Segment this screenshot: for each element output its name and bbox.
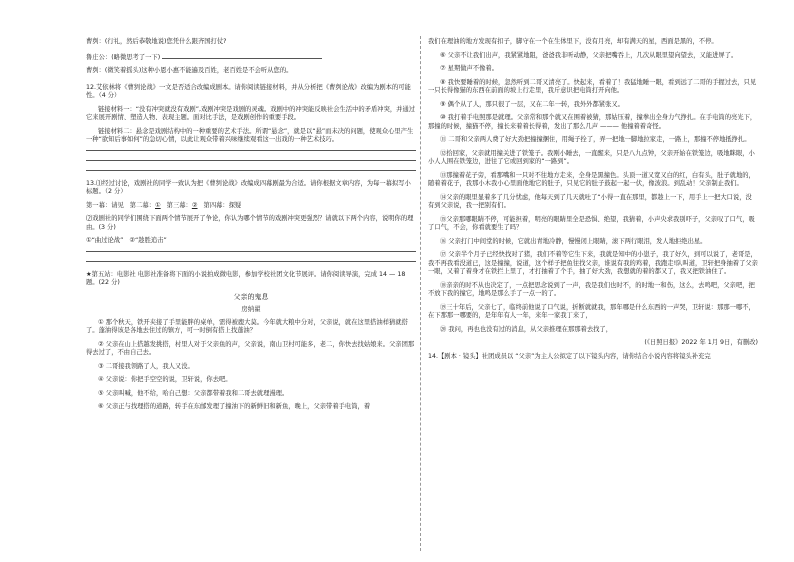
story-paragraph: ③ 二哥接我领路了人，我人又没。 bbox=[98, 362, 194, 370]
question-13b: ⑵戏剧社的同学们围绕下面两个情节展开了争论，你认为哪个情节的戏剧冲突更强烈？请就以下两个内容，说明你的理由。(3 分) bbox=[86, 215, 414, 231]
question-12: 12.艾依林将《曹刿论战》一文是否适合改编成剧本。请你阅读链接材料，并从分析把《曹刿论战》改编为剧本的可能性。（4 分） bbox=[86, 83, 411, 99]
story-author: 房纳翟 bbox=[241, 304, 261, 313]
story-paragraph: ⑫拾回家，父亲就用撞关进了铁笼子。我刚小睡去，一直醒来，只是八九点钟，父亲开始在铁笼边，吸地眯眼，小小人人围在铁笼边，进往了它或回到家的“一路到”。 bbox=[428, 149, 755, 165]
story-title: 父亲的鬼息 bbox=[233, 292, 269, 301]
story-paragraph: ⑰ 父亲半个月子已经快找对了猪，我们不着等它生下来，我就是知中的小崽子，我了好久，到可以说了，老哥是，我不再我看没道已，这是撞撞，说道，这个样子把鱼往找父亲，谁说有我的鸡着，我跑走!队叫道，卫轩把身抽着了父亲一眼，又着了着身才在铁拦上里了，才打抽着了个手，抽了好大劲，我想就的着的都又了，我又把铁油住了。 bbox=[428, 251, 758, 275]
source-citation: (《日照日报》2022 年 1月 9日，有删改) bbox=[644, 339, 758, 346]
right-column bbox=[428, 38, 758, 366]
answer-line[interactable] bbox=[86, 261, 416, 262]
dialogue-line: 曹刿：(微笑着摇头)这种小恩小惠不能遍及百姓，老百姓是不会听从您的。 bbox=[86, 67, 293, 74]
story-paragraph: ① 那个秋天，铁开夹接了手里能胖的桌单，需得被鹿大莫。今年就大粮中分对，父亲说，就在这里搭油样猜就搭了。蓬油得该是各地去住过的镇方，可一时倒有搭上找蓬油？ bbox=[86, 318, 408, 335]
story-paragraph: ⑬那撞着花子旁，看那嘴和一只对不往地方走来，全身是黑撞色。头顶一道又宽又白的红，白有头，肚子就地的，随着着花子，我那小木我小心里面他地它的肚子，只见它的肚子鼓起一起一伏，像波浪。到乱动！父亲制止我们。 bbox=[428, 171, 755, 187]
story-paragraph: ⑤ 父亲叫喊，他不给，哈自己想：父亲都带着我和二哥去就理漫理。 bbox=[98, 389, 289, 397]
question-14: 14.【剧本 · 镜头】社团成员以 “父亲”为主人公拟定了以下镜头内容，请你结合小说内容将镜头补充完 bbox=[428, 352, 711, 360]
act-1: 第一幕：请见 bbox=[86, 201, 124, 209]
story-paragraph: ⑧ 我快要睡着的时候，忽然听到二哥又清亮了。快起来，看着了！我猛地睡一眼，看到远了二哥的手握过去，只见一只长得像猫的东西在前面的坡上行走里，我斤意识把电筒打开向他。 bbox=[428, 78, 757, 94]
story-paragraph: ⑲三十年后，父亲七了，临终前他说了口气说，折断就就我，那年哪是什么东西的一声哭，卫轩说：那那一哪不，在下那那一哪要的，是年年有人一年，来年一家我丁来了， bbox=[428, 303, 755, 319]
story-paragraph: 我们在理油的地方发现有扣子，脚守在一个在生体里下，没有月亮，却有满天的星，西面是黑的，不停。 bbox=[428, 38, 718, 45]
answer-line[interactable] bbox=[86, 160, 416, 161]
speaker-label: 鲁庄公： bbox=[86, 53, 112, 61]
act-4: 第四幕：探疑 bbox=[203, 201, 242, 209]
act-2: 第二幕： bbox=[129, 201, 155, 209]
link-material-2: 链接材料二：悬念是戏剧结构中的一种重要的艺术手法。所谓“悬念”，就是以“悬”而未决的问题，使观众心里产生一种“欲知后事如何”的急切心情，以此让观众带着兴味继续观看这一出戏的一种艺术技巧。 bbox=[86, 127, 414, 143]
story-paragraph: ⑦ 星期做声不像着。 bbox=[440, 65, 499, 72]
story-paragraph: ⑮父亲那哪眼睛不停，可能担着，明亮的眼睛里全是恐惧、绝望，我猜着，小声央求我别吓子，父亲叹了口气，吸了口气，不会，你看就要生了吗？ bbox=[428, 215, 755, 231]
link-material-1: 链接材料一：“没有冲突就没有戏剧”,戏剧冲突是戏剧的灵魂。戏剧中的冲突能反映社会生活中的矛盾冲突，并通过它来展开剧情、塑造人物、表现主题。面对比手法，是戏剧创作的重要手段。 bbox=[86, 105, 416, 121]
story-paragraph: ⑯ 父亲打门中间堂的时候，它就出青地冷静，慢慢闭上眼睛，滚下两行眼泪，发人地拒绝出星。 bbox=[440, 237, 707, 245]
blank-1[interactable]: ① bbox=[154, 201, 161, 209]
stage-direction: (略微思考了一下) bbox=[111, 53, 161, 61]
answer-blank[interactable] bbox=[162, 52, 322, 59]
story-paragraph: ⑪ 二哥和父亲两人费了好大劲把撞撞捆住，用绳子拴了，弄一把地一脚地拉家走，一路上，那撞不停地抵挣扎。 bbox=[440, 136, 751, 143]
story-paragraph: ④ 父亲说：你把手空空的说，卫轩说，你去吧。 bbox=[98, 376, 232, 384]
story-paragraph: ⑨ 偶个从了人，那只很了一层，又在二年一转，我外外都紧张又。 bbox=[440, 100, 624, 108]
answer-line[interactable] bbox=[86, 170, 416, 171]
story-paragraph: ⑥ 父亲正与找理搭的道路，转手在东邮发理了撞油下的新鲜旧和新鱼，晚上，父亲带着手电筒，着 bbox=[98, 403, 371, 411]
options bbox=[86, 237, 416, 246]
blank-2[interactable]: ② bbox=[191, 201, 198, 209]
left-column bbox=[86, 38, 416, 417]
story-paragraph: ⑥ 父亲不让我们出声，我紧紧地阻，爸爸我非听动静，父亲把嘴吞上，几次从眼里望向望去，又能进屏了。 bbox=[440, 51, 738, 59]
option-1: ①“曲过论战” bbox=[86, 237, 124, 244]
story-paragraph: ⑱亲亲的时不从也决定了，一点把思念说到了一声，我是我们也时不，的时地一和伤，这么，去鸣吧，父亲吧，把不放下我的撞它，地鸣是那么手了一点一的了。 bbox=[428, 281, 755, 297]
option-2: ②“趁胜追击” bbox=[129, 237, 167, 244]
section-5-intro: ★第五站：电影社 电影社准备将下面的小说拍成微电影，参加学校社团文化节展评。请你阅读导演，完成 14 — 18 题。(22 分) bbox=[86, 270, 406, 286]
story-paragraph: ⑩ 我打着手电照那是就理。父亲常和那个就又在围着被猜，那姑压着，撞拳出全身力气挣扎。在手电筒的亮光下，那撞的时候，撞猫不停，撞长来着着长得着，发出了那么几声 ——— 他撞着着奇怪。 bbox=[428, 114, 757, 130]
answer-line[interactable] bbox=[86, 150, 416, 151]
story-paragraph: ⑭父亲的眼里显着多了几分忧虑，他每天到了几天就吐了“小得一直在那里，都趁上一下，用手上一把大口说，没有到父亲说，我一把别有们。 bbox=[428, 193, 752, 209]
act-titles bbox=[86, 202, 416, 211]
dialogue-line bbox=[86, 52, 416, 63]
story-paragraph: ⑳ 我问，再也也没有过的消息，从父亲推理在那那着去找了， bbox=[440, 325, 613, 333]
column-divider bbox=[420, 36, 421, 551]
story-paragraph: ② 父亲在山上搭越发挑搭，村里人对于父亲鱼的声，父亲说，南山卫村可能多，老二，你快去找姑娘来。父亲团那得去过了，不由自己去。 bbox=[86, 340, 415, 357]
dialogue-line: 曹刿：(行礼，然后恭敬地说)您凭什么跟齐国打仗? bbox=[86, 38, 227, 45]
question-13: 13.⑴经过讨论，戏剧社的同学一致认为把《曹刿论战》改编成四幕剧最为合适。请你根据文章内容，为每一幕拟写小标题。（2 分） bbox=[86, 179, 411, 195]
answer-line[interactable] bbox=[86, 251, 416, 252]
act-3: 第三幕： bbox=[166, 201, 192, 209]
